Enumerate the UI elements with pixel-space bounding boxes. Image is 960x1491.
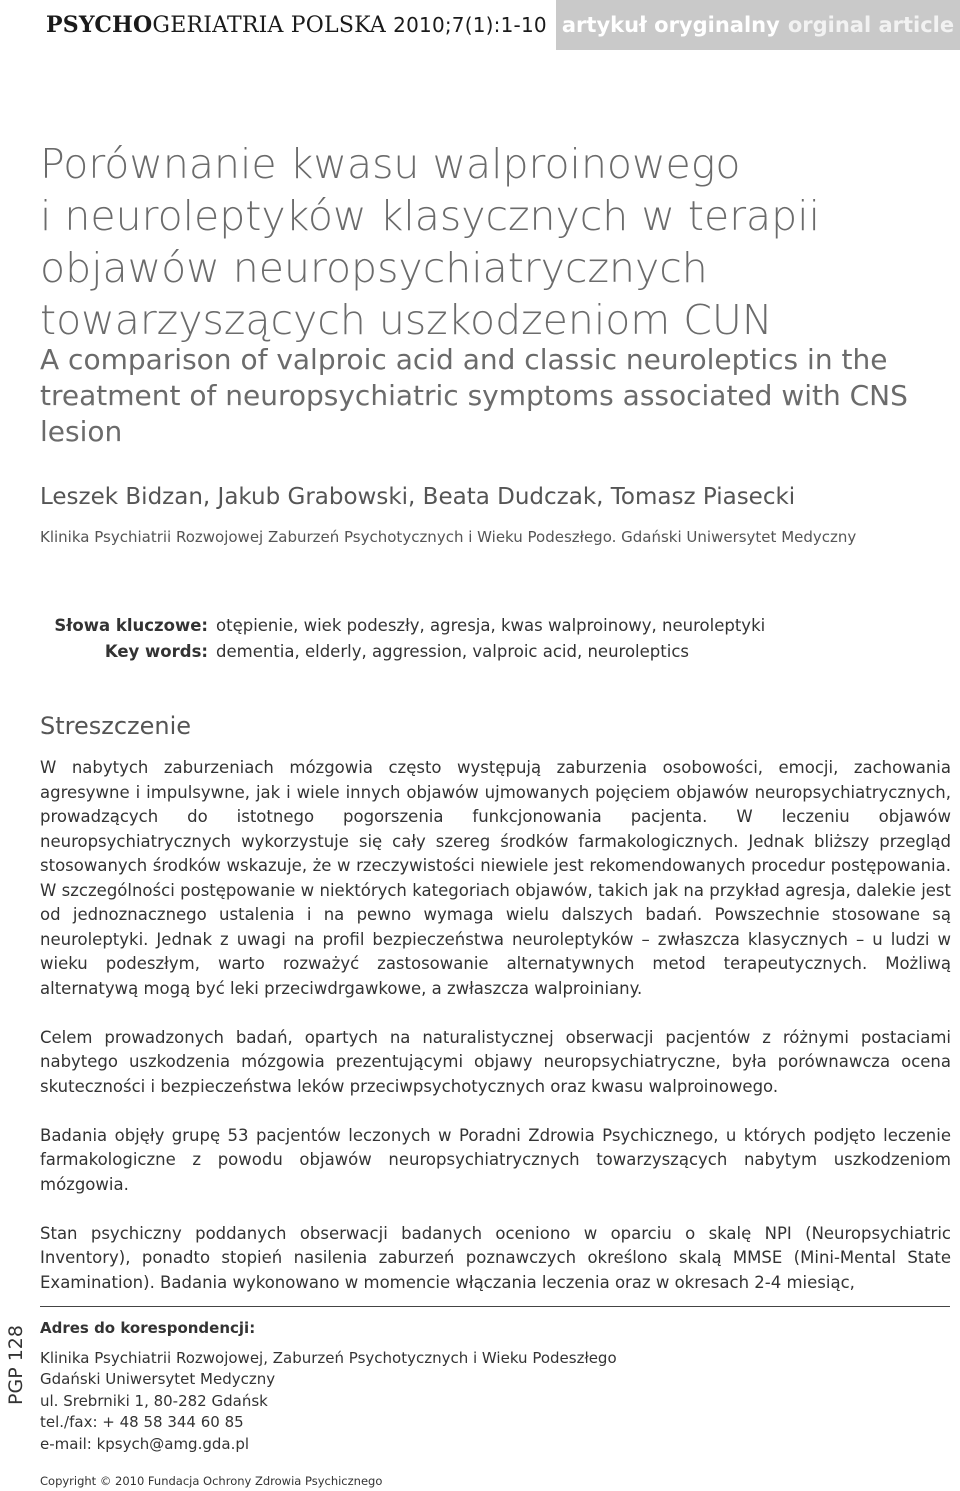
title-pl-line: Porównanie kwasu walproinowego xyxy=(40,140,741,188)
abstract-paragraph: W nabytych zaburzeniach mózgowia często występują zaburzenia osobowości, emocji, zachowania agresywne i impulsywne, jak i wiele innych objawów ujmowanych pojęciem objawów neuropsychiatrycznych, prowadzących do istotnego pogorszenia funkcjonowania pacjenta. W leczeniu objawów neuropsychiatrycznych wykorzystuje się cały szereg środków farmakologicznych. Jednak bliższy przegląd stosowanych środków wskazuje, że w rzeczywistości niewiele jest rekomendowanych procedur postępowania. W szczególności postępowanie w niektórych kategoriach objawów, takich jak na przykład agresja, dalekie jest od jednoznacznego ustalenia i na pewno wymaga wielu dalszych badań. Powszechnie stosowane są neuroleptyki. Jednak z uwagi na profil bezpieczeństwa neuroleptyków – zwłaszcza klasycznych – u ludzi w wieku podeszłym, warto rozważyć zastosowanie alternatywnych metod terapeutycznych. Możliwą alternatywą mogą być leki przeciwdrgawkowe, a zwłaszcza walproiniany. xyxy=(40,758,951,998)
article-type-badge xyxy=(556,0,960,50)
correspondence-heading: Adres do korespondencji: xyxy=(40,1319,256,1337)
keywords-en-label: Key words: xyxy=(104,642,208,661)
footer-divider xyxy=(40,1306,950,1307)
title-pl-line: i neuroleptyków klasycznych w terapii xyxy=(40,192,820,240)
affiliation: Klinika Psychiatrii Rozwojowej Zaburzeń Psychotycznych i Wieku Podeszłego. Gdański Uniwersytet Medyczny xyxy=(40,528,857,546)
abstract-paragraph: Badania objęły grupę 53 pacjentów leczonych w Poradni Zdrowia Psychicznego, u których podjęto leczenie farmakologiczne z powodu objawów neuropsychiatrycznych towarzyszących nabytym uszkodzeniom mózgowia. xyxy=(40,1125,951,1194)
copyright-notice: Copyright © 2010 Fundacja Ochrony Zdrowia Psychicznego xyxy=(40,1474,383,1488)
correspondence-line: Klinika Psychiatrii Rozwojowej, Zaburzeń Psychotycznych i Wieku Podeszłego xyxy=(40,1348,617,1367)
journal-name-rest: GERIATRIA POLSKA xyxy=(152,13,386,38)
title-en-line: A comparison of valproic acid and classic neuroleptics in the xyxy=(40,343,888,376)
title-en-line: lesion xyxy=(40,415,123,448)
title-pl-line: objawów neuropsychiatrycznych xyxy=(40,244,708,292)
correspondence-line: Gdański Uniwersytet Medyczny xyxy=(40,1370,276,1388)
authors: Leszek Bidzan, Jakub Grabowski, Beata Dudczak, Tomasz Piasecki xyxy=(40,484,796,510)
page-label xyxy=(0,1320,30,1410)
page-header xyxy=(0,0,960,52)
correspondence-line: e-mail: kpsych@amg.gda.pl xyxy=(40,1434,250,1453)
keywords-en-row xyxy=(40,642,940,668)
journal-issue: 2010;7(1):1-10 xyxy=(393,13,547,37)
correspondence-block xyxy=(40,1318,617,1455)
correspondence-line: tel./fax: + 48 58 344 60 85 xyxy=(40,1413,244,1431)
article-type-pl: artykuł oryginalny xyxy=(561,13,780,37)
correspondence-line: ul. Srebrniki 1, 80-282 Gdańsk xyxy=(40,1391,268,1410)
keywords-en-value: dementia, elderly, aggression, valproic acid, neuroleptics xyxy=(216,642,689,661)
abstract-heading: Streszczenie xyxy=(40,712,192,740)
keywords-pl-row xyxy=(40,616,940,642)
journal-citation xyxy=(46,12,547,38)
abstract-paragraph: Stan psychiczny poddanych obserwacji badanych oceniono w oparciu o skalę NPI (Neuropsychiatric Inventory), ponadto stopień nasilenia zaburzeń poznawczych określono skalą MMSE (Mini-Mental State Examination). Badania wykonowano w momencie włączania leczenia oraz w okresach 2-4 miesiąc, xyxy=(40,1223,951,1292)
article-type-en: orginal article xyxy=(787,13,955,37)
keywords-block xyxy=(40,616,940,668)
abstract-body xyxy=(40,756,951,1320)
page-label-text: PGP 128 xyxy=(5,1325,27,1405)
journal-name-bold: PSYCHO xyxy=(46,12,153,38)
keywords-pl-label: Słowa kluczowe: xyxy=(54,616,208,635)
title-polish xyxy=(40,138,940,346)
title-pl-line: towarzyszących uszkodzeniom CUN xyxy=(40,296,773,344)
title-en-line: treatment of neuropsychiatric symptoms associated with CNS xyxy=(40,379,908,412)
keywords-pl-value: otępienie, wiek podeszły, agresja, kwas walproinowy, neuroleptyki xyxy=(216,616,766,635)
abstract-paragraph: Celem prowadzonych badań, opartych na naturalistycznej obserwacji pacjentów z różnymi postaciami nabytego uszkodzenia mózgowia prezentującymi objawy neuropsychiatryczne, była porównawcza ocena skuteczności i bezpieczeństwa leków przeciwpsychotycznych oraz kwasu walproinowego. xyxy=(40,1027,951,1096)
title-english xyxy=(40,342,940,450)
